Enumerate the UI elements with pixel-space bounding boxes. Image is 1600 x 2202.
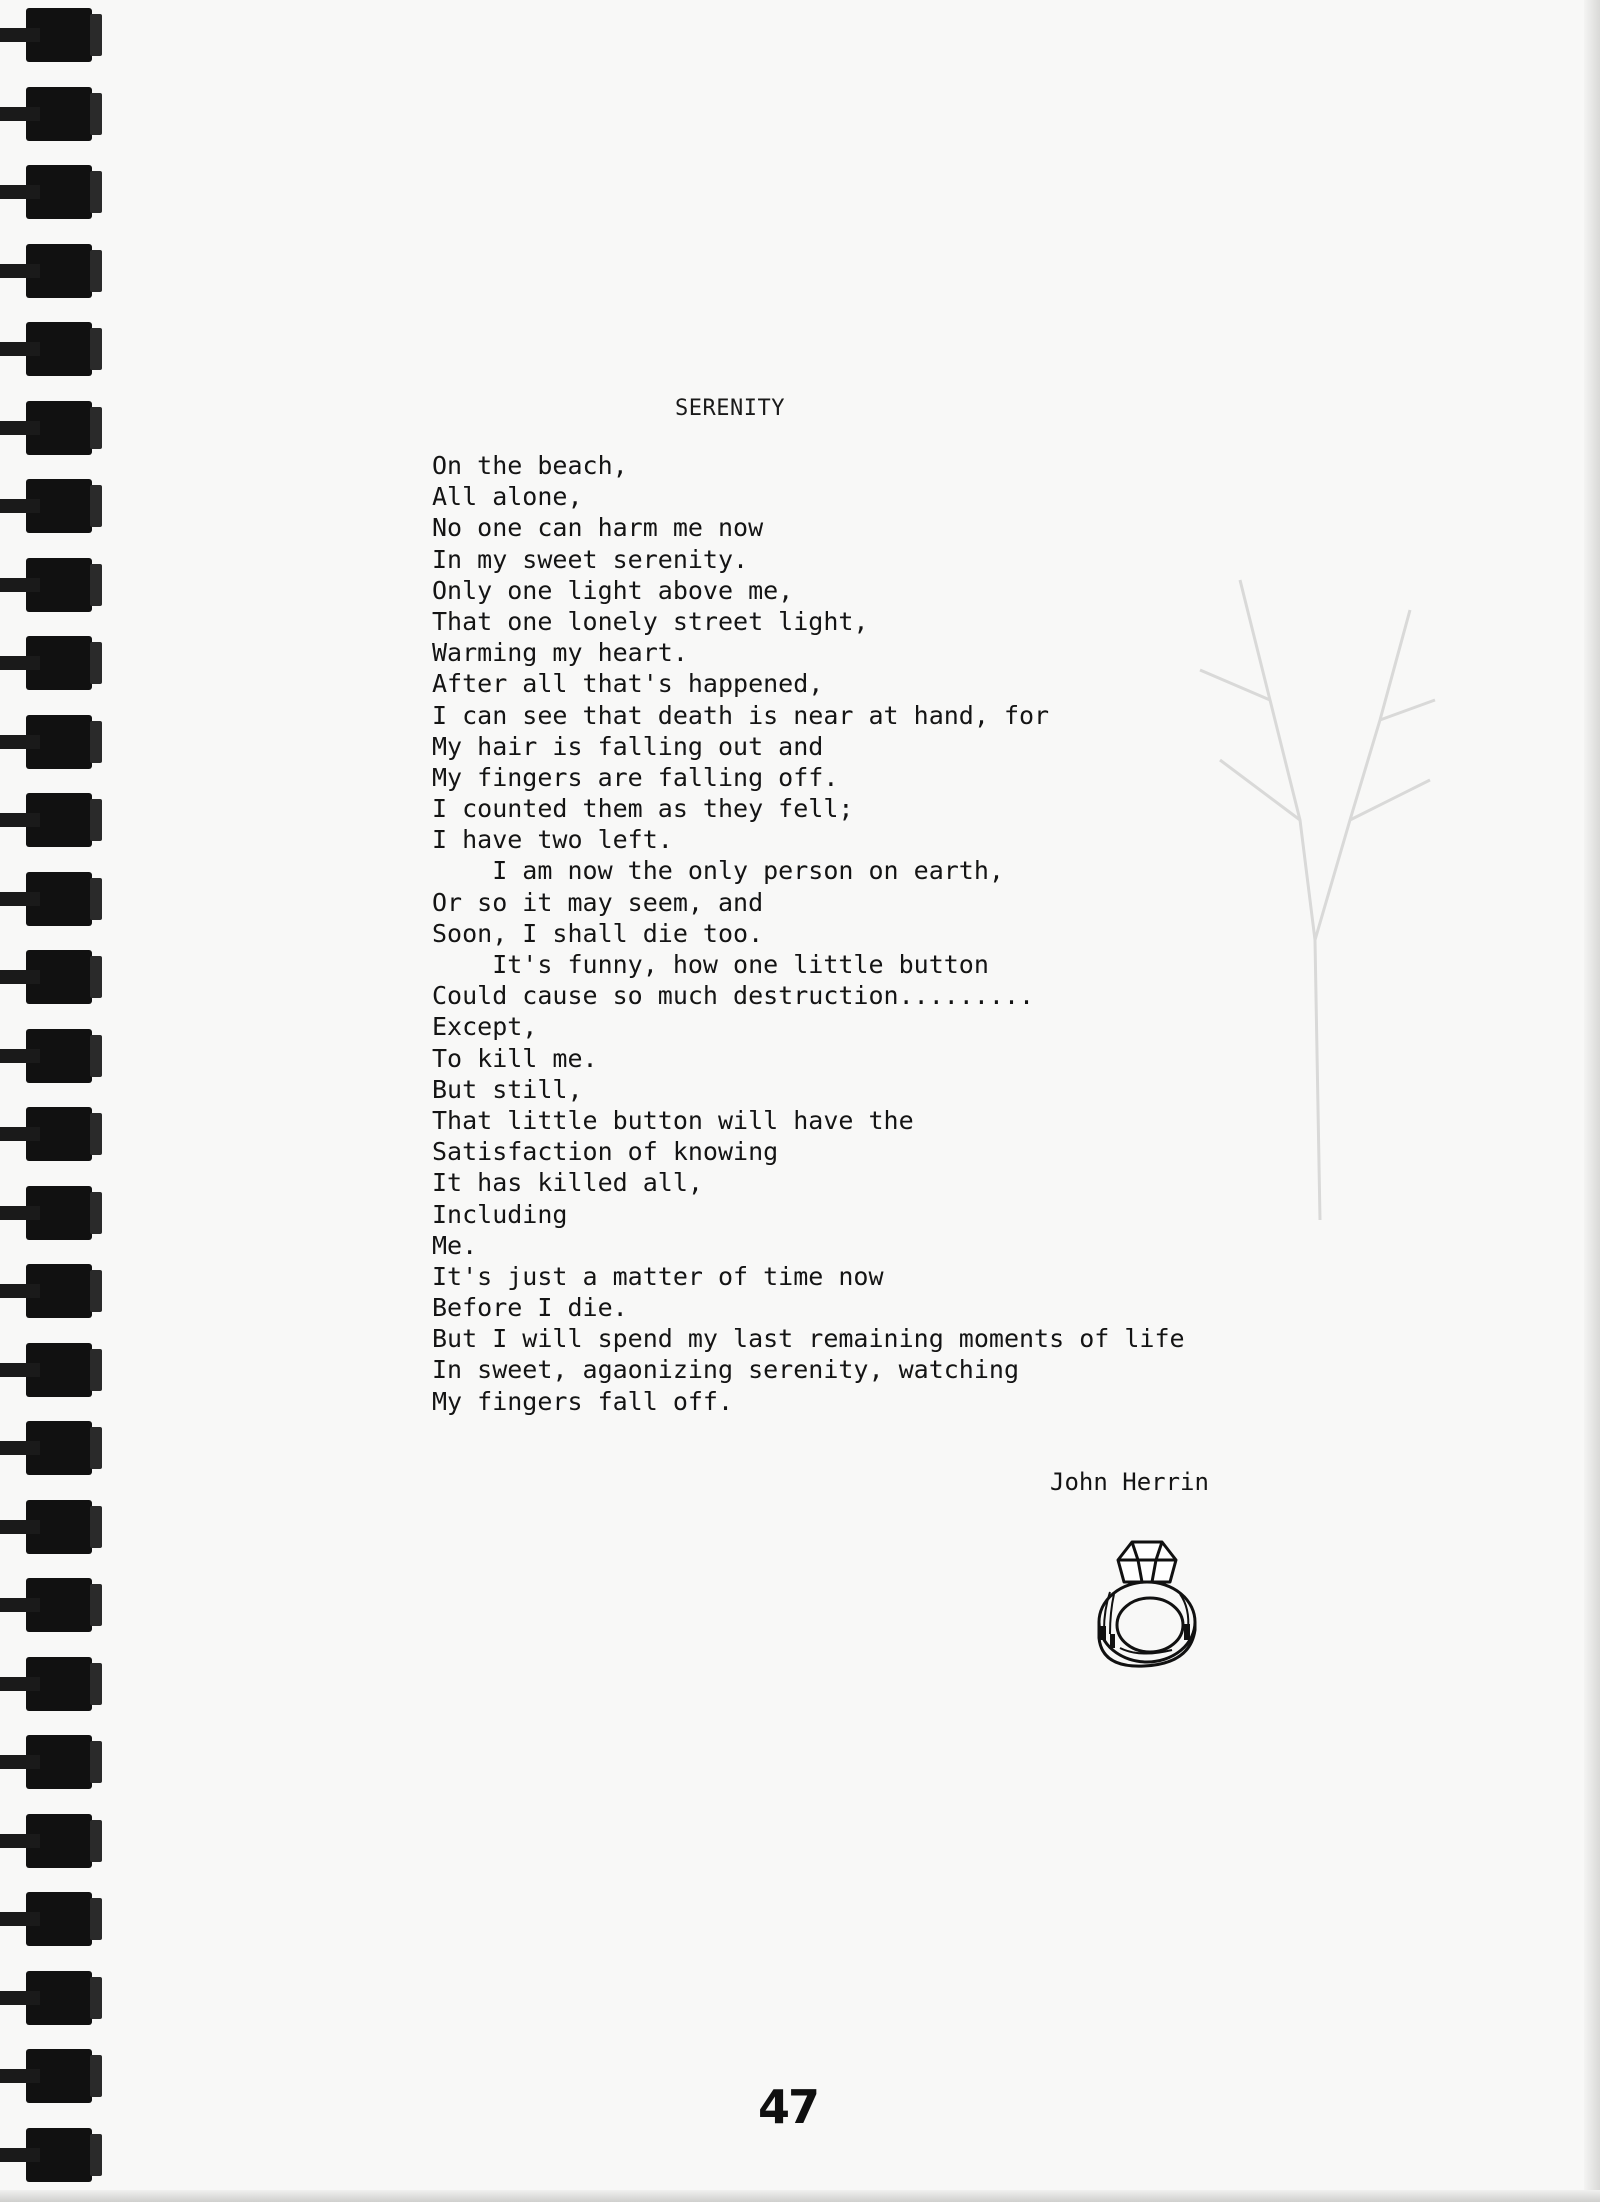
binding-coil: [0, 421, 40, 435]
binding-coil: [0, 1363, 40, 1377]
binding-coil: [0, 656, 40, 670]
binding-coil: [0, 1755, 40, 1769]
poem-line: That one lonely street light,: [432, 606, 869, 636]
showthrough-text: [245, 1060, 293, 1252]
poem-line: I counted them as they fell;: [432, 794, 854, 824]
poem-line: My hair is falling out and: [432, 731, 824, 761]
poem-line: It's funny, how one little button: [432, 950, 989, 979]
poem-line: My fingers are falling off.: [432, 762, 839, 792]
poem-line: But still,: [432, 1074, 583, 1104]
binding-coil: [0, 1912, 40, 1926]
binding-coil: [0, 892, 40, 906]
poem-line: In sweet, agaonizing serenity, watching: [432, 1355, 1019, 1385]
poem-line: Before I die.: [432, 1293, 628, 1323]
binding-coil: [0, 28, 40, 42]
poem-line: After all that's happened,: [432, 669, 824, 699]
poem-line: I have two left.: [432, 825, 673, 855]
poem-body: [432, 450, 1185, 1417]
poem-line: To kill me.: [432, 1043, 598, 1073]
poem-line: I am now the only person on earth,: [432, 856, 1004, 886]
poem-line: Only one light above me,: [432, 575, 794, 605]
binding-coil: [0, 342, 40, 356]
poem-line: My fingers fall off.: [432, 1386, 734, 1416]
binding-coil: [0, 735, 40, 749]
page-number: 47: [758, 2080, 819, 2134]
poem-title: SERENITY: [675, 396, 785, 421]
ring-illustration: [1080, 1530, 1210, 1670]
page-bottom-shadow: [0, 2190, 1600, 2202]
binding-coil: [0, 1677, 40, 1691]
poem-line: Soon, I shall die too.: [432, 918, 764, 948]
binding-coil: [0, 813, 40, 827]
binding-coil: [0, 1520, 40, 1534]
binding-coil: [0, 1598, 40, 1612]
showthrough-sketch: [1180, 520, 1440, 1220]
poem-line: Could cause so much destruction.........: [432, 981, 1035, 1011]
poem-line: Or so it may seem, and: [432, 887, 764, 917]
poem-line: Warming my heart.: [432, 638, 688, 668]
binding-coil: [0, 499, 40, 513]
binding-coil: [0, 1127, 40, 1141]
poem-line: That little button will have the: [432, 1105, 914, 1135]
binding-coil: [0, 1206, 40, 1220]
poem-line: Except,: [432, 1012, 538, 1042]
poem-line: But I will spend my last remaining moments of life: [432, 1324, 1185, 1354]
binding-coil: [0, 578, 40, 592]
binding-coil: [0, 264, 40, 278]
binding-coil: [0, 970, 40, 984]
binding-coil: [0, 2069, 40, 2083]
binding-coil: [0, 2148, 40, 2162]
poem-line: On the beach,: [432, 451, 628, 480]
poem-author: John Herrin: [1050, 1468, 1209, 1496]
poem-line: Satisfaction of knowing: [432, 1137, 779, 1167]
spiral-binding: [0, 0, 110, 2202]
poem-line: Including: [432, 1199, 568, 1229]
binding-coil: [0, 1441, 40, 1455]
poem-line: I can see that death is near at hand, for: [432, 700, 1050, 730]
binding-coil: [0, 1834, 40, 1848]
poem-line: All alone,: [432, 482, 583, 512]
binding-coil: [0, 185, 40, 199]
poem-line: Me.: [432, 1230, 478, 1260]
poem-line: In my sweet serenity.: [432, 544, 749, 574]
binding-coil: [0, 107, 40, 121]
poem-line: No one can harm me now: [432, 513, 764, 543]
page-edge-shadow: [1584, 0, 1600, 2202]
binding-coil: [0, 1991, 40, 2005]
binding-coil: [0, 1049, 40, 1063]
binding-coil: [0, 1284, 40, 1298]
poem-line: It has killed all,: [432, 1168, 703, 1198]
poem-line: It's just a matter of time now: [432, 1261, 884, 1291]
